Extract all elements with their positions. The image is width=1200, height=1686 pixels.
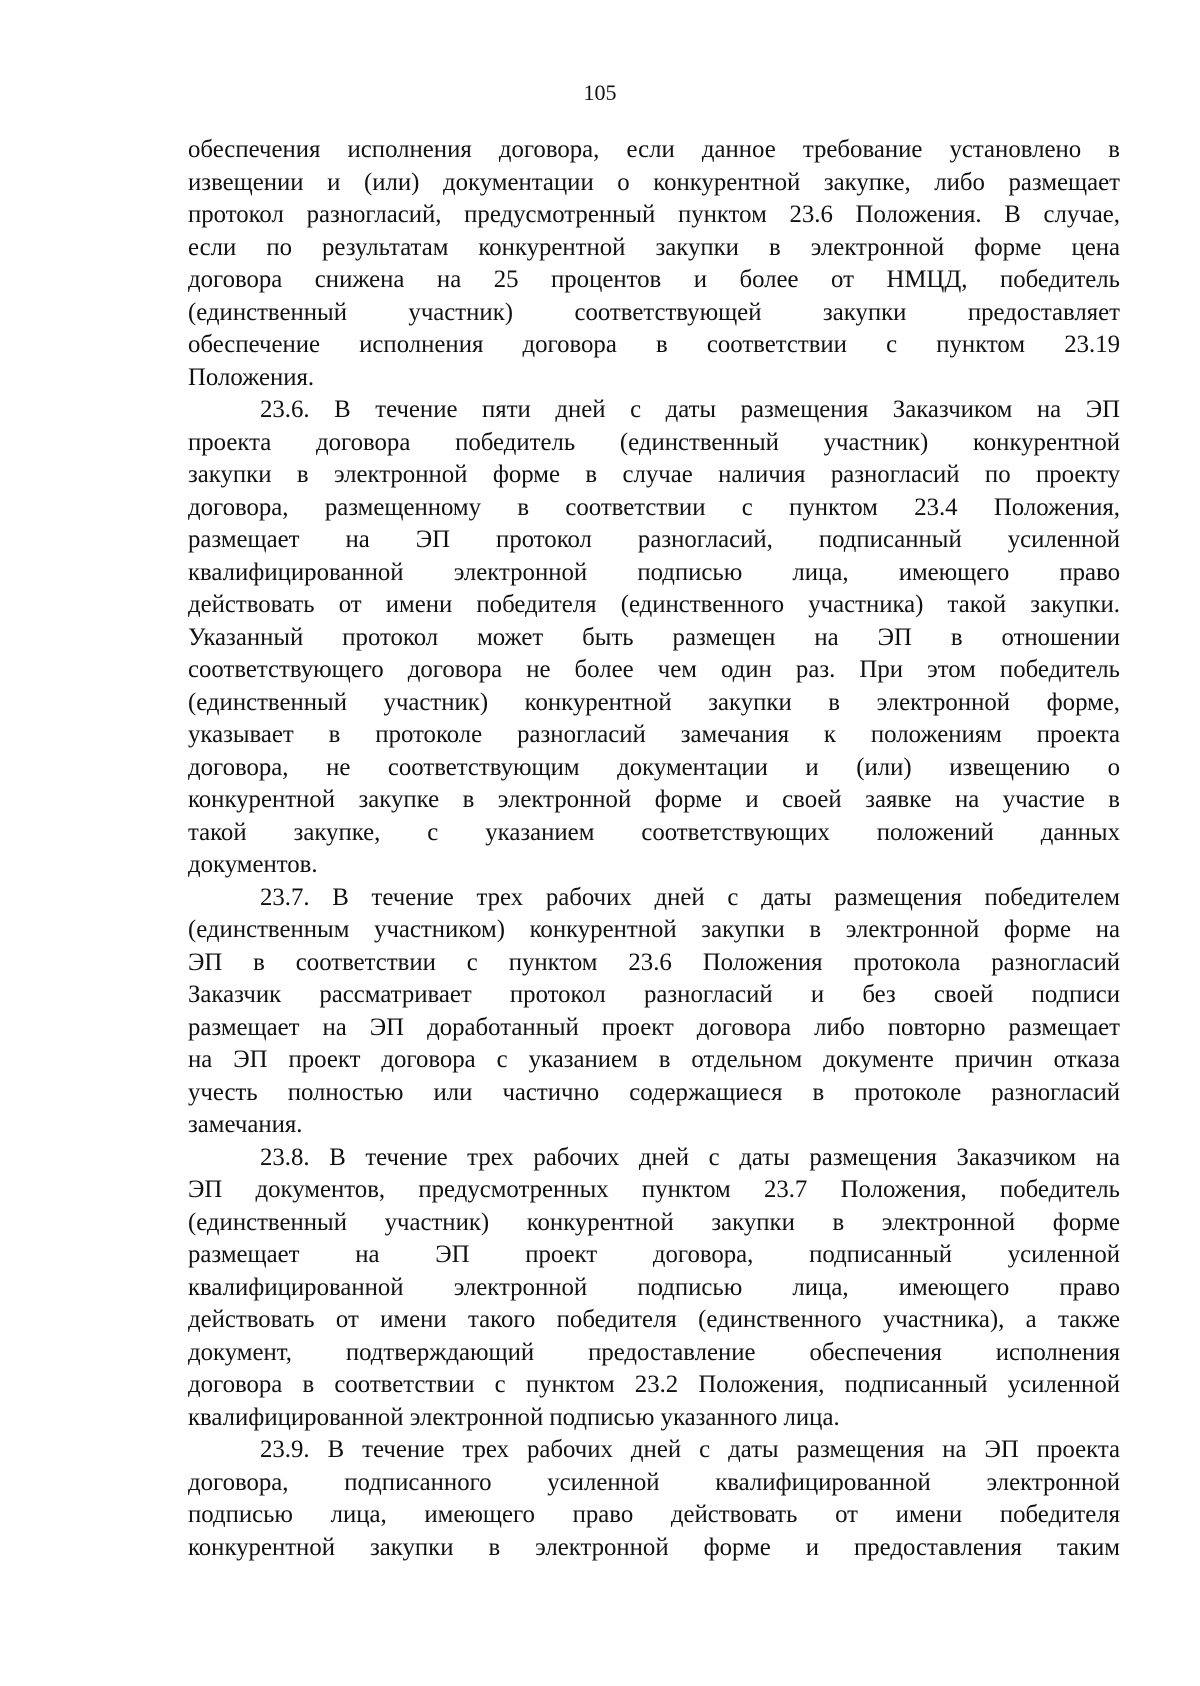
text-line: договора, размещенному в соответствии с пунктом 23.4 Положения,	[188, 493, 1120, 521]
text-line: учесть полностью или частично содержащиеся в протоколе разногласий	[188, 1078, 1120, 1106]
text-line: размещает на ЭП проект договора, подписанный усиленной	[188, 1241, 1120, 1268]
text-line: размещает на ЭП доработанный проект договора либо повторно размещает	[188, 1013, 1120, 1041]
text-line: действовать от имени победителя (единственного участника) такой закупки.	[188, 591, 1120, 618]
text-line: извещении и (или) документации о конкурентной закупке, либо размещает	[188, 168, 1120, 196]
text-line: закупки в электронной форме в случае наличия разногласий по проекту	[188, 461, 1120, 488]
text-line: ЭП в соответствии с пунктом 23.6 Положения протокола разногласий	[188, 948, 1120, 976]
text-line: 23.8. В течение трех рабочих дней с даты размещения Заказчиком на	[260, 1143, 1120, 1171]
text-line: соответствующего договора не более чем один раз. При этом победитель	[188, 656, 1120, 683]
text-line: проекта договора победитель (единственный участник) конкурентной	[188, 428, 1120, 456]
text-line: Заказчик рассматривает протокол разногласий и без своей подписи	[188, 981, 1120, 1008]
text-line: договора снижена на 25 процентов и более от НМЦД, победитель	[188, 266, 1120, 293]
text-line: конкурентной закупке в электронной форме и своей заявке на участие в	[188, 786, 1120, 813]
text-line: 23.6. В течение пяти дней с даты размещения Заказчиком на ЭП	[260, 396, 1120, 423]
text-line: квалифицированной электронной подписью указанного лица.	[188, 1403, 840, 1431]
text-line: замечания.	[188, 1111, 303, 1138]
text-line: квалифицированной электронной подписью лица, имеющего право	[188, 1273, 1120, 1301]
text-line: квалифицированной электронной подписью лица, имеющего право	[188, 558, 1120, 586]
document-body	[188, 134, 1120, 1564]
page-number: 105	[583, 80, 617, 105]
text-line: Указанный протокол может быть размещен на ЭП в отношении	[188, 623, 1120, 651]
text-line: договора в соответствии с пунктом 23.2 Положения, подписанный усиленной	[188, 1371, 1120, 1398]
text-line: документ, подтверждающий предоставление обеспечения исполнения	[188, 1338, 1120, 1366]
text-line: (единственный участник) конкурентной закупки в электронной форме	[188, 1208, 1120, 1236]
text-line: ЭП документов, предусмотренных пунктом 23.7 Положения, победитель	[188, 1176, 1120, 1203]
text-line: документов.	[188, 851, 318, 878]
text-line: размещает на ЭП протокол разногласий, подписанный усиленной	[188, 526, 1120, 553]
text-line: (единственный участник) соответствующей закупки предоставляет	[188, 298, 1120, 326]
text-line: конкурентной закупки в электронной форме и предоставления таким	[188, 1533, 1120, 1561]
text-line: если по результатам конкурентной закупки в электронной форме цена	[188, 233, 1120, 261]
text-line: договора, не соответствующим документации и (или) извещению о	[188, 753, 1120, 781]
text-line: подписью лица, имеющего право действовать от имени победителя	[188, 1501, 1120, 1528]
text-line: обеспечение исполнения договора в соответствии с пунктом 23.19	[188, 331, 1120, 358]
text-line: Положения.	[188, 363, 315, 391]
text-line: (единственным участником) конкурентной закупки в электронной форме на	[188, 916, 1120, 943]
text-line: договора, подписанного усиленной квалифицированной электронной	[188, 1468, 1120, 1496]
text-line: на ЭП проект договора с указанием в отдельном документе причин отказа	[188, 1046, 1120, 1073]
text-line: действовать от имени такого победителя (единственного участника), а также	[188, 1306, 1120, 1333]
text-line: указывает в протоколе разногласий замечания к положениям проекта	[188, 721, 1120, 748]
text-line: протокол разногласий, предусмотренный пунктом 23.6 Положения. В случае,	[188, 201, 1120, 228]
text-line: 23.7. В течение трех рабочих дней с даты размещения победителем	[260, 883, 1120, 911]
text-line: обеспечения исполнения договора, если данное требование установлено в	[188, 136, 1120, 163]
text-line: 23.9. В течение трех рабочих дней с даты размещения на ЭП проекта	[260, 1436, 1120, 1463]
text-line: такой закупке, с указанием соответствующих положений данных	[188, 818, 1120, 846]
text-line: (единственный участник) конкурентной закупки в электронной форме,	[188, 688, 1120, 716]
